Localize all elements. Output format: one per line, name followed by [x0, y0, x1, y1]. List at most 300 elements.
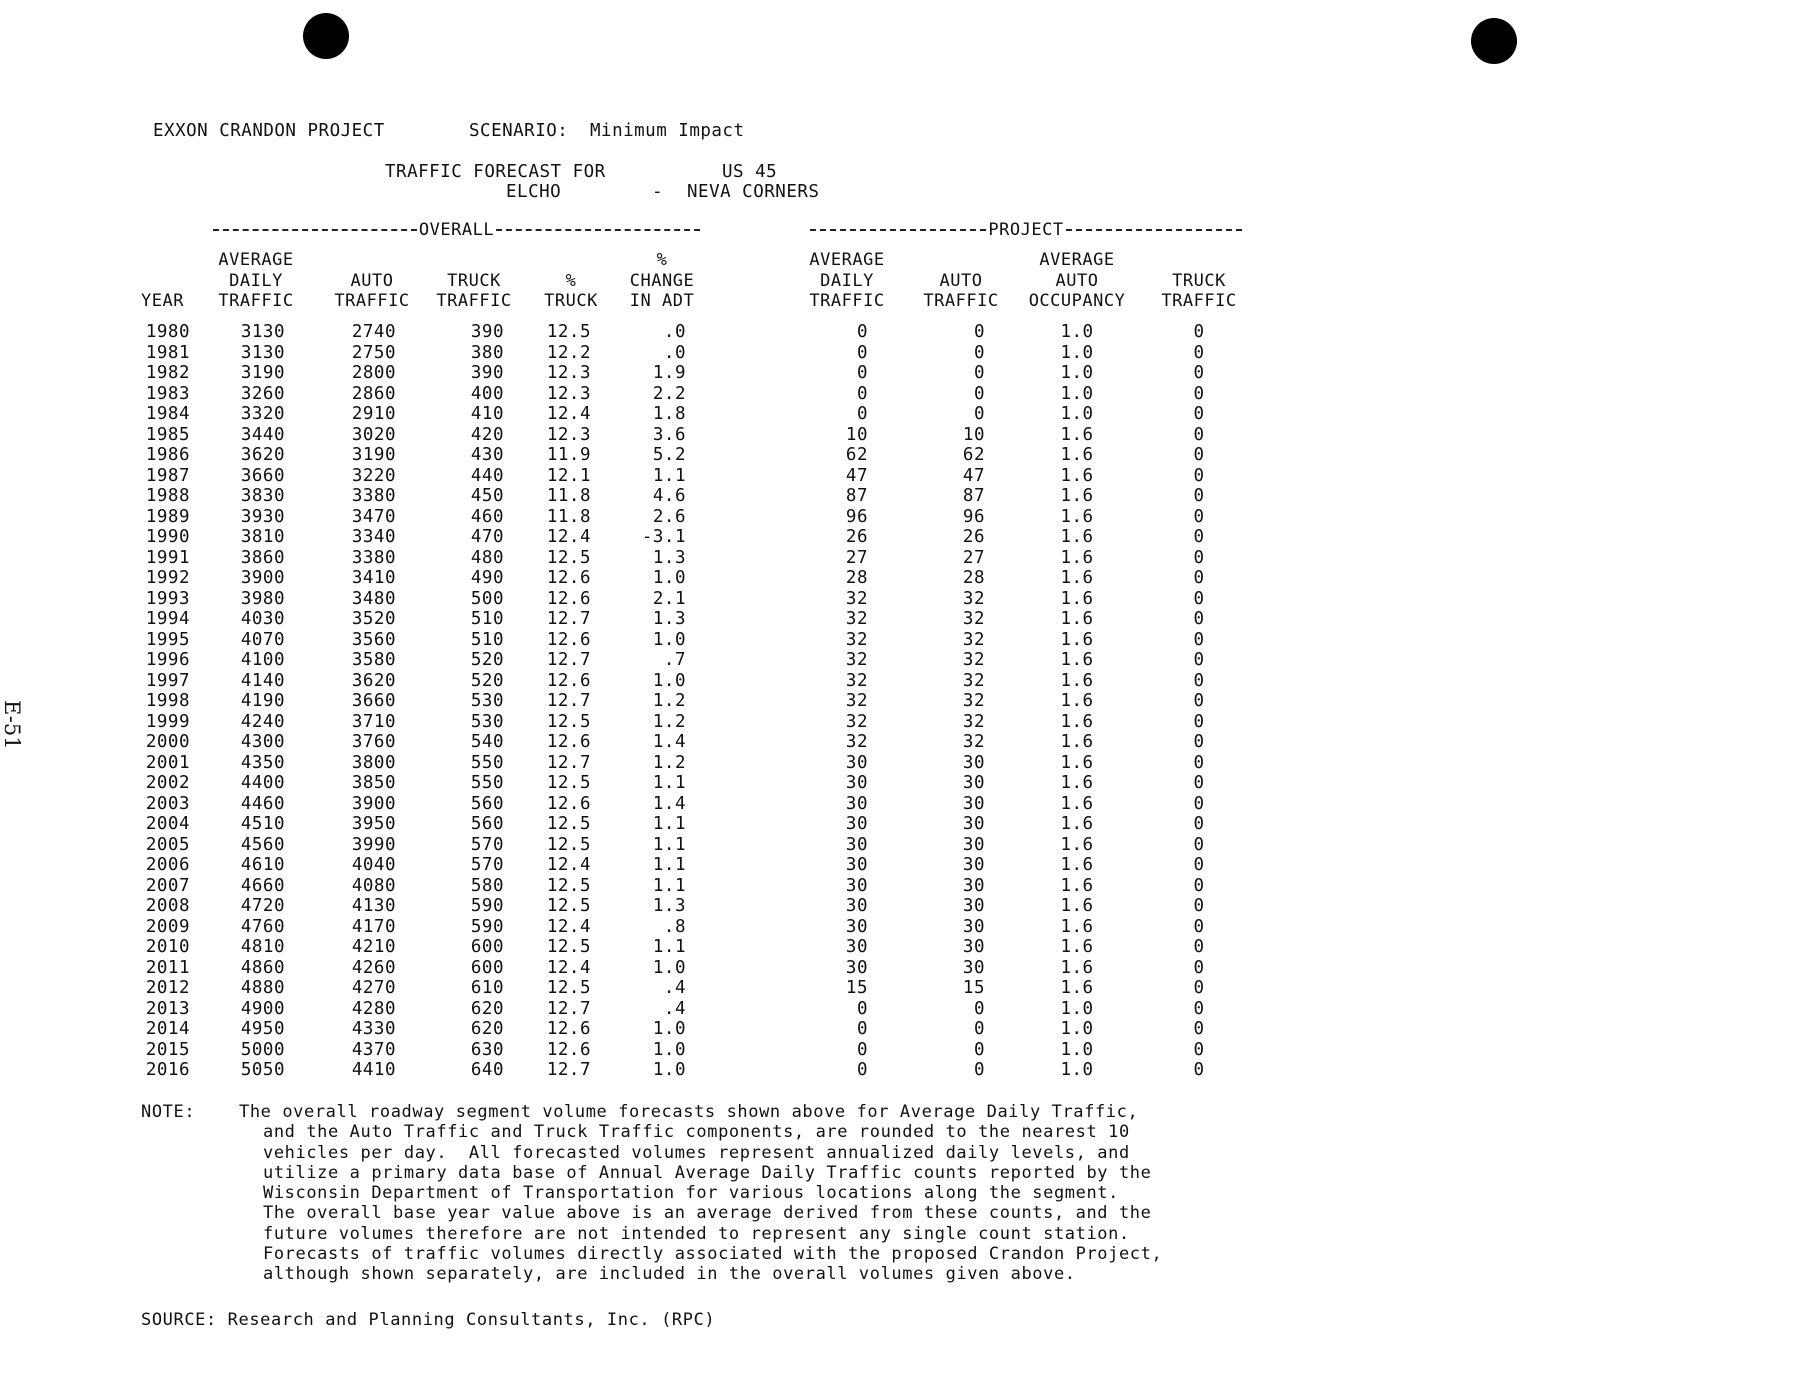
cell-project-auto-occupancy: 1.6	[1060, 629, 1094, 650]
cell-project-avg-daily-traffic: 15	[845, 978, 868, 998]
cell-truck-traffic: 640	[470, 1060, 504, 1080]
cell-project-auto-occupancy: 1.6	[1060, 773, 1094, 793]
cell-avg-daily-traffic: 4100	[240, 650, 285, 670]
cell-project-auto-occupancy: 1.6	[1060, 691, 1094, 711]
cell-project-avg-daily-traffic: 30	[845, 916, 868, 937]
cell-project-auto-occupancy: 1.0	[1060, 1019, 1094, 1039]
table-row	[0, 486, 1798, 507]
cell-pct-change-adt: .0	[663, 322, 686, 342]
cell-project-truck-traffic: 0	[1193, 568, 1205, 588]
cell-year: 2015	[145, 1039, 190, 1060]
cell-project-auto-traffic: 0	[973, 998, 985, 1019]
cell-pct-truck: 12.6	[546, 1019, 591, 1039]
cell-project-auto-traffic: 96	[962, 506, 985, 527]
cell-project-auto-traffic: 0	[973, 383, 985, 404]
cell-avg-daily-traffic: 3620	[240, 445, 285, 465]
cell-pct-truck: 12.5	[546, 322, 591, 342]
col-header-pct-change-adt-line3: IN ADT	[629, 291, 695, 311]
col-header-pct-truck-line2: %	[565, 270, 577, 291]
cell-truck-traffic: 450	[470, 486, 504, 506]
table-row	[0, 958, 1798, 979]
cell-auto-traffic: 3380	[351, 486, 396, 506]
cell-project-avg-daily-traffic: 0	[856, 1060, 868, 1080]
cell-truck-traffic: 620	[470, 998, 504, 1019]
table-row	[0, 876, 1798, 897]
cell-project-truck-traffic: 0	[1193, 547, 1205, 568]
cell-project-avg-daily-traffic: 0	[856, 363, 868, 383]
cell-pct-change-adt: .4	[663, 978, 686, 998]
cell-project-truck-traffic: 0	[1193, 383, 1205, 404]
cell-project-auto-traffic: 26	[962, 527, 985, 547]
cell-project-truck-traffic: 0	[1193, 711, 1205, 732]
cell-project-auto-traffic: 32	[962, 588, 985, 609]
table-row	[0, 978, 1798, 999]
punch-hole-left	[303, 13, 349, 59]
cell-auto-traffic: 3660	[351, 691, 396, 711]
cell-auto-traffic: 3620	[351, 670, 396, 691]
cell-project-auto-traffic: 32	[962, 609, 985, 629]
cell-project-auto-traffic: 47	[962, 465, 985, 486]
cell-year: 1999	[145, 711, 190, 732]
cell-pct-change-adt: 1.1	[652, 814, 686, 834]
cell-year: 1981	[145, 342, 190, 363]
cell-pct-change-adt: 1.0	[652, 1019, 686, 1039]
cell-year: 1988	[145, 486, 190, 506]
cell-project-avg-daily-traffic: 30	[845, 814, 868, 834]
cell-pct-change-adt: .0	[663, 342, 686, 363]
cell-pct-change-adt: 1.3	[652, 547, 686, 568]
col-header-auto-traffic-line2: AUTO	[350, 270, 394, 291]
segment-from: ELCHO	[506, 182, 562, 202]
cell-pct-truck: 12.5	[546, 896, 591, 916]
cell-project-avg-daily-traffic: 87	[845, 486, 868, 506]
overall-group-header	[213, 220, 700, 240]
col-header-avg-daily-traffic-line3: TRAFFIC	[218, 291, 294, 311]
cell-project-auto-occupancy: 1.6	[1060, 875, 1094, 896]
table-row	[0, 650, 1798, 671]
cell-pct-change-adt: 1.1	[652, 834, 686, 855]
table-row	[0, 712, 1798, 733]
cell-project-auto-occupancy: 1.6	[1060, 609, 1094, 629]
cell-pct-truck: 12.7	[546, 609, 591, 629]
cell-pct-change-adt: 1.2	[652, 752, 686, 773]
cell-year: 1986	[145, 445, 190, 465]
cell-pct-change-adt: -3.1	[641, 527, 686, 547]
cell-pct-change-adt: 1.1	[652, 875, 686, 896]
cell-avg-daily-traffic: 4510	[240, 814, 285, 834]
col-header-project-avg-daily-traffic-line2: DAILY	[820, 270, 874, 291]
cell-project-avg-daily-traffic: 0	[856, 1039, 868, 1060]
cell-project-truck-traffic: 0	[1193, 957, 1205, 978]
cell-project-auto-traffic: 32	[962, 732, 985, 752]
cell-project-truck-traffic: 0	[1193, 916, 1205, 937]
col-header-project-auto-traffic-line3: TRAFFIC	[923, 291, 999, 311]
note-line: The overall roadway segment volume forecasts shown above for Average Daily Traffic,	[239, 1102, 1139, 1122]
cell-pct-truck: 12.3	[546, 424, 591, 445]
cell-pct-truck: 12.6	[546, 1039, 591, 1060]
cell-project-avg-daily-traffic: 30	[845, 834, 868, 855]
cell-avg-daily-traffic: 4860	[240, 957, 285, 978]
cell-truck-traffic: 490	[470, 568, 504, 588]
cell-project-auto-traffic: 0	[973, 404, 985, 424]
cell-truck-traffic: 600	[470, 937, 504, 957]
cell-project-auto-traffic: 0	[973, 1039, 985, 1060]
cell-project-avg-daily-traffic: 30	[845, 752, 868, 773]
cell-auto-traffic: 3580	[351, 650, 396, 670]
cell-auto-traffic: 3990	[351, 834, 396, 855]
cell-pct-truck: 12.2	[546, 342, 591, 363]
cell-year: 1987	[145, 465, 190, 486]
segment-dash: -	[652, 182, 664, 202]
segment-to: NEVA CORNERS	[687, 182, 820, 202]
table-row	[0, 1060, 1798, 1081]
cell-auto-traffic: 3340	[351, 527, 396, 547]
cell-project-truck-traffic: 0	[1193, 465, 1205, 486]
cell-auto-traffic: 3800	[351, 752, 396, 773]
col-header-avg-daily-traffic-line2: DAILY	[229, 270, 283, 291]
cell-project-auto-traffic: 30	[962, 957, 985, 978]
table-row	[0, 445, 1798, 466]
punch-hole-right	[1471, 18, 1517, 64]
cell-project-auto-traffic: 30	[962, 752, 985, 773]
cell-avg-daily-traffic: 3830	[240, 486, 285, 506]
cell-year: 2008	[145, 896, 190, 916]
cell-avg-daily-traffic: 3980	[240, 588, 285, 609]
cell-project-auto-occupancy: 1.6	[1060, 650, 1094, 670]
cell-project-avg-daily-traffic: 30	[845, 875, 868, 896]
cell-project-truck-traffic: 0	[1193, 629, 1205, 650]
table-row	[0, 1019, 1798, 1040]
cell-pct-change-adt: 1.0	[652, 568, 686, 588]
cell-avg-daily-traffic: 3930	[240, 506, 285, 527]
cell-truck-traffic: 400	[470, 383, 504, 404]
cell-pct-truck: 12.7	[546, 998, 591, 1019]
cell-pct-truck: 12.5	[546, 834, 591, 855]
cell-truck-traffic: 600	[470, 957, 504, 978]
cell-project-auto-traffic: 30	[962, 793, 985, 814]
cell-project-auto-occupancy: 1.6	[1060, 588, 1094, 609]
cell-auto-traffic: 2800	[351, 363, 396, 383]
cell-pct-truck: 12.4	[546, 916, 591, 937]
cell-truck-traffic: 530	[470, 691, 504, 711]
cell-pct-change-adt: 1.1	[652, 773, 686, 793]
cell-truck-traffic: 570	[470, 855, 504, 875]
cell-pct-truck: 11.8	[546, 506, 591, 527]
table-row	[0, 671, 1798, 692]
cell-year: 1993	[145, 588, 190, 609]
cell-avg-daily-traffic: 4720	[240, 896, 285, 916]
cell-project-auto-occupancy: 1.6	[1060, 465, 1094, 486]
project-group-header	[810, 220, 1242, 240]
table-row	[0, 937, 1798, 958]
cell-avg-daily-traffic: 4400	[240, 773, 285, 793]
cell-year: 1991	[145, 547, 190, 568]
cell-pct-change-adt: 1.0	[652, 629, 686, 650]
col-header-avg-daily-traffic-line1: AVERAGE	[218, 250, 294, 270]
cell-project-truck-traffic: 0	[1193, 875, 1205, 896]
cell-year: 1989	[145, 506, 190, 527]
cell-avg-daily-traffic: 4070	[240, 629, 285, 650]
cell-truck-traffic: 420	[470, 424, 504, 445]
cell-project-auto-traffic: 10	[962, 424, 985, 445]
note-text	[239, 1102, 1399, 1285]
cell-project-truck-traffic: 0	[1193, 855, 1205, 875]
col-header-auto-traffic-line3: TRAFFIC	[334, 291, 410, 311]
cell-avg-daily-traffic: 4810	[240, 937, 285, 957]
table-row	[0, 507, 1798, 528]
cell-avg-daily-traffic: 3860	[240, 547, 285, 568]
cell-project-avg-daily-traffic: 30	[845, 773, 868, 793]
col-header-project-avg-daily-traffic-line3: TRAFFIC	[809, 291, 885, 311]
cell-pct-truck: 12.6	[546, 793, 591, 814]
cell-year: 2010	[145, 937, 190, 957]
cell-project-truck-traffic: 0	[1193, 342, 1205, 363]
table-row	[0, 343, 1798, 364]
table-row	[0, 794, 1798, 815]
cell-project-avg-daily-traffic: 10	[845, 424, 868, 445]
cell-project-auto-occupancy: 1.6	[1060, 568, 1094, 588]
cell-year: 2001	[145, 752, 190, 773]
cell-pct-truck: 11.8	[546, 486, 591, 506]
cell-project-auto-occupancy: 1.0	[1060, 1039, 1094, 1060]
cell-project-truck-traffic: 0	[1193, 527, 1205, 547]
cell-year: 2014	[145, 1019, 190, 1039]
cell-project-truck-traffic: 0	[1193, 588, 1205, 609]
table-row	[0, 773, 1798, 794]
cell-project-truck-traffic: 0	[1193, 404, 1205, 424]
cell-pct-change-adt: 2.2	[652, 383, 686, 404]
cell-year: 2016	[145, 1060, 190, 1080]
cell-truck-traffic: 430	[470, 445, 504, 465]
cell-project-auto-occupancy: 1.6	[1060, 916, 1094, 937]
cell-year: 2003	[145, 793, 190, 814]
cell-project-auto-traffic: 15	[962, 978, 985, 998]
cell-year: 1990	[145, 527, 190, 547]
cell-project-avg-daily-traffic: 0	[856, 322, 868, 342]
cell-auto-traffic: 4040	[351, 855, 396, 875]
col-header-pct-truck-line3: TRUCK	[544, 291, 598, 311]
cell-avg-daily-traffic: 3130	[240, 342, 285, 363]
cell-pct-truck: 12.4	[546, 527, 591, 547]
cell-pct-change-adt: 1.3	[652, 609, 686, 629]
cell-project-avg-daily-traffic: 28	[845, 568, 868, 588]
cell-avg-daily-traffic: 4760	[240, 916, 285, 937]
cell-pct-truck: 12.6	[546, 568, 591, 588]
cell-project-auto-occupancy: 1.6	[1060, 793, 1094, 814]
cell-project-auto-traffic: 30	[962, 875, 985, 896]
cell-project-auto-occupancy: 1.0	[1060, 998, 1094, 1019]
cell-pct-truck: 12.4	[546, 404, 591, 424]
cell-project-auto-occupancy: 1.6	[1060, 424, 1094, 445]
cell-avg-daily-traffic: 3810	[240, 527, 285, 547]
cell-pct-change-adt: 1.3	[652, 896, 686, 916]
table-row	[0, 609, 1798, 630]
cell-pct-truck: 12.1	[546, 465, 591, 486]
cell-year: 2006	[145, 855, 190, 875]
cell-truck-traffic: 500	[470, 588, 504, 609]
cell-year: 1983	[145, 383, 190, 404]
cell-project-avg-daily-traffic: 30	[845, 937, 868, 957]
note-label: NOTE:	[141, 1102, 196, 1122]
cell-project-truck-traffic: 0	[1193, 445, 1205, 465]
cell-year: 1997	[145, 670, 190, 691]
cell-truck-traffic: 550	[470, 752, 504, 773]
note-line: future volumes therefore are not intended to represent any single count station.	[263, 1223, 1130, 1244]
col-header-project-auto-occupancy-line2: AUTO	[1055, 270, 1099, 291]
cell-avg-daily-traffic: 4610	[240, 855, 285, 875]
cell-project-auto-occupancy: 1.6	[1060, 506, 1094, 527]
cell-project-avg-daily-traffic: 32	[845, 670, 868, 691]
table-row	[0, 425, 1798, 446]
cell-project-avg-daily-traffic: 32	[845, 650, 868, 670]
cell-year: 1992	[145, 568, 190, 588]
cell-project-auto-occupancy: 1.6	[1060, 855, 1094, 875]
cell-auto-traffic: 3380	[351, 547, 396, 568]
cell-avg-daily-traffic: 4350	[240, 752, 285, 773]
cell-pct-change-adt: 1.4	[652, 793, 686, 814]
cell-pct-truck: 12.6	[546, 732, 591, 752]
cell-project-auto-traffic: 30	[962, 773, 985, 793]
cell-project-auto-traffic: 32	[962, 711, 985, 732]
cell-truck-traffic: 570	[470, 834, 504, 855]
cell-project-auto-occupancy: 1.0	[1060, 1060, 1094, 1080]
forecast-label: TRAFFIC FORECAST FOR	[385, 162, 606, 182]
table-row	[0, 814, 1798, 835]
cell-pct-truck: 12.7	[546, 650, 591, 670]
cell-pct-change-adt: 1.1	[652, 855, 686, 875]
cell-truck-traffic: 410	[470, 404, 504, 424]
cell-project-auto-traffic: 0	[973, 363, 985, 383]
cell-project-avg-daily-traffic: 0	[856, 383, 868, 404]
cell-project-auto-traffic: 27	[962, 547, 985, 568]
note-line: The overall base year value above is an average derived from these counts, and the	[263, 1203, 1152, 1224]
cell-project-auto-traffic: 30	[962, 896, 985, 916]
cell-year: 1996	[145, 650, 190, 670]
cell-project-avg-daily-traffic: 32	[845, 732, 868, 752]
table-row	[0, 855, 1798, 876]
cell-project-auto-occupancy: 1.6	[1060, 957, 1094, 978]
table-row	[0, 835, 1798, 856]
col-header-project-auto-traffic-line2: AUTO	[939, 270, 983, 291]
cell-pct-change-adt: 1.4	[652, 732, 686, 752]
cell-year: 1984	[145, 404, 190, 424]
cell-truck-traffic: 590	[470, 916, 504, 937]
cell-avg-daily-traffic: 3260	[240, 383, 285, 404]
cell-avg-daily-traffic: 4900	[240, 998, 285, 1019]
cell-project-auto-traffic: 87	[962, 486, 985, 506]
cell-project-truck-traffic: 0	[1193, 506, 1205, 527]
cell-truck-traffic: 520	[470, 650, 504, 670]
cell-auto-traffic: 4260	[351, 957, 396, 978]
cell-project-avg-daily-traffic: 62	[845, 445, 868, 465]
table-row	[0, 589, 1798, 610]
cell-project-avg-daily-traffic: 0	[856, 404, 868, 424]
cell-project-auto-occupancy: 1.6	[1060, 547, 1094, 568]
cell-project-truck-traffic: 0	[1193, 896, 1205, 916]
cell-auto-traffic: 3020	[351, 424, 396, 445]
cell-avg-daily-traffic: 5000	[240, 1039, 285, 1060]
cell-year: 1980	[145, 322, 190, 342]
cell-pct-change-adt: 1.8	[652, 404, 686, 424]
cell-project-auto-occupancy: 1.6	[1060, 711, 1094, 732]
cell-avg-daily-traffic: 4240	[240, 711, 285, 732]
cell-project-truck-traffic: 0	[1193, 937, 1205, 957]
table-row	[0, 917, 1798, 938]
cell-avg-daily-traffic: 4030	[240, 609, 285, 629]
cell-truck-traffic: 540	[470, 732, 504, 752]
cell-project-truck-traffic: 0	[1193, 486, 1205, 506]
cell-auto-traffic: 2750	[351, 342, 396, 363]
cell-project-avg-daily-traffic: 30	[845, 957, 868, 978]
cell-auto-traffic: 3410	[351, 568, 396, 588]
cell-project-auto-traffic: 30	[962, 814, 985, 834]
cell-project-avg-daily-traffic: 32	[845, 629, 868, 650]
cell-pct-truck: 12.5	[546, 937, 591, 957]
cell-year: 2011	[145, 957, 190, 978]
note-line: Wisconsin Department of Transportation for various locations along the segment.	[263, 1183, 1119, 1204]
cell-auto-traffic: 3950	[351, 814, 396, 834]
cell-auto-traffic: 2740	[351, 322, 396, 342]
cell-avg-daily-traffic: 4460	[240, 793, 285, 814]
cell-project-truck-traffic: 0	[1193, 773, 1205, 793]
note-line: utilize a primary data base of Annual Average Daily Traffic counts reported by the	[263, 1162, 1152, 1183]
cell-project-truck-traffic: 0	[1193, 834, 1205, 855]
cell-pct-change-adt: 1.9	[652, 363, 686, 383]
cell-pct-truck: 12.4	[546, 957, 591, 978]
cell-pct-truck: 12.3	[546, 383, 591, 404]
cell-auto-traffic: 4370	[351, 1039, 396, 1060]
cell-project-auto-occupancy: 1.0	[1060, 342, 1094, 363]
cell-project-avg-daily-traffic: 0	[856, 998, 868, 1019]
cell-truck-traffic: 460	[470, 506, 504, 527]
cell-year: 2012	[145, 978, 190, 998]
traffic-forecast-table	[0, 322, 1798, 1081]
note-line: Forecasts of traffic volumes directly associated with the proposed Crandon Project,	[263, 1244, 1163, 1265]
cell-auto-traffic: 4170	[351, 916, 396, 937]
cell-year: 1982	[145, 363, 190, 383]
cell-pct-change-adt: .7	[663, 650, 686, 670]
table-row	[0, 548, 1798, 569]
cell-project-auto-traffic: 30	[962, 937, 985, 957]
cell-pct-change-adt: .4	[663, 998, 686, 1019]
cell-pct-change-adt: 1.0	[652, 957, 686, 978]
cell-truck-traffic: 610	[470, 978, 504, 998]
table-row	[0, 753, 1798, 774]
cell-avg-daily-traffic: 3320	[240, 404, 285, 424]
col-header-project-truck-traffic-line2: TRUCK	[1172, 270, 1226, 291]
cell-year: 1998	[145, 691, 190, 711]
cell-project-truck-traffic: 0	[1193, 363, 1205, 383]
cell-pct-change-adt: 5.2	[652, 445, 686, 465]
cell-project-auto-traffic: 32	[962, 650, 985, 670]
cell-auto-traffic: 3900	[351, 793, 396, 814]
cell-year: 2009	[145, 916, 190, 937]
cell-project-auto-traffic: 30	[962, 855, 985, 875]
cell-auto-traffic: 4210	[351, 937, 396, 957]
cell-year: 2013	[145, 998, 190, 1019]
cell-project-truck-traffic: 0	[1193, 424, 1205, 445]
cell-year: 2000	[145, 732, 190, 752]
cell-project-avg-daily-traffic: 30	[845, 896, 868, 916]
cell-auto-traffic: 4330	[351, 1019, 396, 1039]
cell-pct-change-adt: .8	[663, 916, 686, 937]
cell-pct-truck: 12.5	[546, 773, 591, 793]
col-header-project-auto-occupancy-line1: AVERAGE	[1039, 250, 1115, 270]
note-line: vehicles per day. All forecasted volumes represent annualized daily levels, and	[263, 1142, 1130, 1163]
cell-truck-traffic: 620	[470, 1019, 504, 1039]
cell-project-truck-traffic: 0	[1193, 814, 1205, 834]
cell-pct-truck: 12.6	[546, 588, 591, 609]
